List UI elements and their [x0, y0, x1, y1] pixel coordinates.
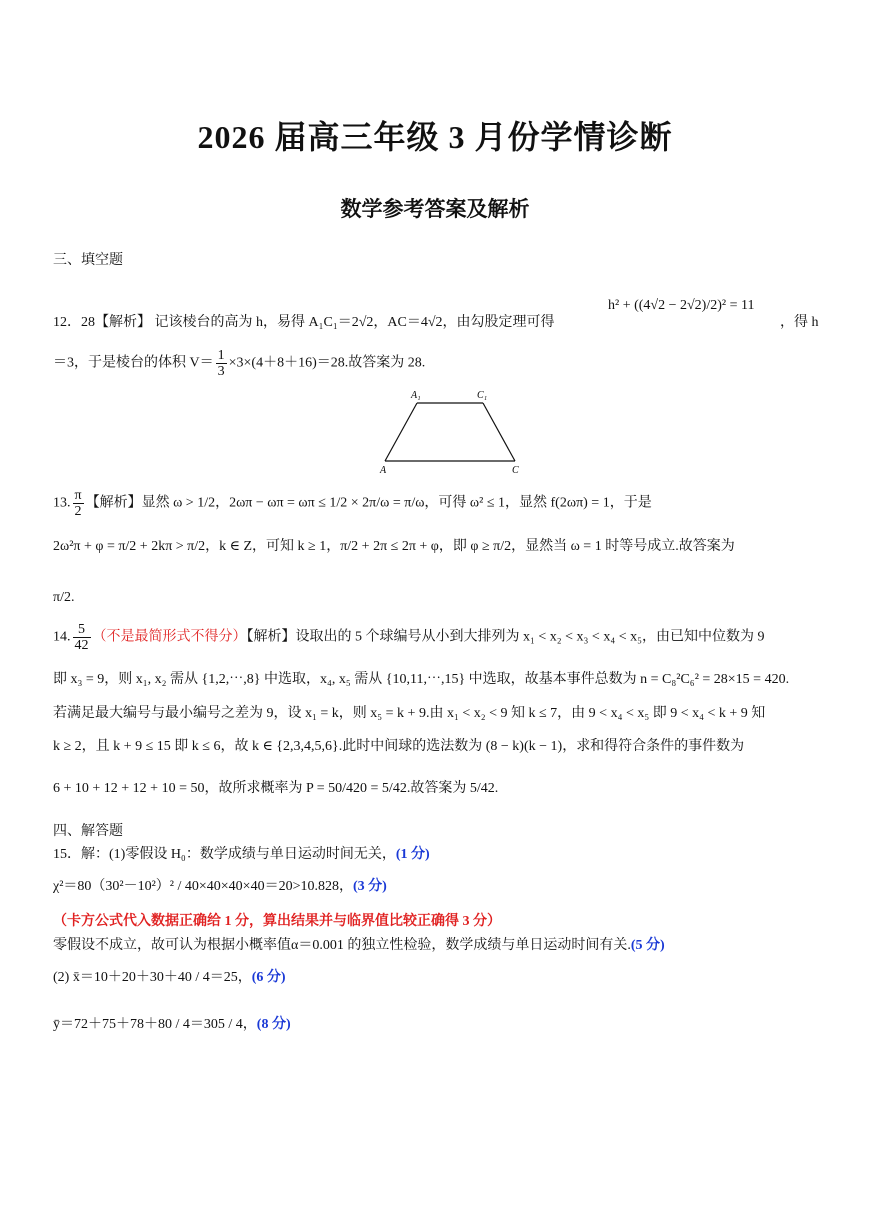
q14-line3: 若满足最大编号与最小编号之差为 9，设 x₁ = k，则 x₅ = k + 9.由 x₁ < x₂ < 9 知 k ≤ 7，由 9 < x₄ < x₅ 即 9 < x₄ < k + 9 知: [53, 706, 766, 721]
q15-score4: (6 分): [251, 970, 286, 985]
page-subtitle: 数学参考答案及解析: [340, 197, 530, 221]
q15-line1: 15．解：(1)零假设 H₀：数学成绩与单日运动时间无关，(1 分): [53, 847, 430, 862]
q15-line3: 零假设不成立，故可认为根据小概率值α＝0.001 的独立性检验，数学成绩与单日运动时间有关.(5 分): [53, 938, 665, 953]
q15-chi-line: χ²＝80（30²－10²）² / 40×40×40×40＝20>10.828，(3 分): [53, 879, 387, 894]
q15-score2: (3 分): [352, 879, 387, 894]
q15-score5: (8 分): [256, 1017, 291, 1032]
label-a1: A₁: [411, 390, 421, 401]
q14-line5: 6 + 10 + 12 + 12 + 10 = 50，故所求概率为 P = 50/420 = 5/42.故答案为 5/42.: [53, 781, 499, 796]
label-c: C: [512, 465, 519, 475]
trapezoid-figure: [375, 385, 535, 475]
q12-line2: ＝3，于是棱台的体积 V＝ $\frac{1}{3}$ ×3×(4＋8＋16)＝28.故答案为 28.: [53, 348, 426, 379]
q15-grading-note: （卡方公式代入数据正确给 1 分，算出结果并与临界值比较正确得 3 分）: [53, 914, 501, 929]
edge-c-c1: [483, 403, 515, 461]
q13-line1: 13. $\frac{\pi}{2}$ 【解析】显然 ω > 1/2，2ωπ − ωπ = ωπ ≤ 1/2 × 2π/ω = π/ω，可得 ω² ≤ 1，显然 f(2ωπ) = 1，于是: [53, 488, 652, 519]
q15-score3: (5 分): [630, 938, 665, 953]
page-title: 2026 届高三年级 3 月份学情诊断: [197, 119, 673, 155]
q14-answer-fraction: $\frac{5}{42}$: [74, 622, 89, 653]
q14-line4: k ≥ 2，且 k + 9 ≤ 15 即 k ≤ 6，故 k ∈ {2,3,4,5,6}.此时中间球的选法数为 (8 − k)(k − 1)，求和得符合条件的事件数为: [53, 739, 745, 754]
label-c1: C₁: [477, 390, 488, 401]
q15-xbar-line: (2) x̄＝10＋20＋30＋40 / 4＝25，(6 分): [53, 970, 286, 985]
section-fill-blank-heading: 三、填空题: [53, 253, 123, 268]
q12-text1: 记该棱台的高为 h，易得 A₁C₁＝2√2，AC＝4√2，由勾股定理可得: [154, 315, 555, 330]
section-solutions-heading: 四、解答题: [53, 824, 123, 839]
q13-line3: π/2.: [53, 590, 75, 605]
q12-line1: [53, 313, 555, 333]
q14-note: （不是最简形式不得分）: [92, 629, 247, 645]
q14-line2: 即 x₃ = 9，则 x₁, x₂ 需从 {1,2,⋯,8} 中选取，x₄, x₅ 需从 {10,11,⋯,15} 中选取，故基本事件总数为 n = C₈²C₆² = 28×15 = 420.: [53, 672, 790, 687]
q15-ybar-line: ȳ＝72＋75＋78＋80 / 4＝305 / 4，(8 分): [53, 1017, 291, 1032]
q12-fraction: $\frac{1}{3}$: [217, 348, 225, 379]
q14-line1: 14. $\frac{5}{42}$ （不是最简形式不得分）【解析】设取出的 5 个球编号从小到大排列为 x₁ < x₂ < x₃ < x₄ < x₅，由已知中位数为 9: [53, 622, 765, 653]
label-a: A: [380, 465, 387, 475]
q15-score1: (1 分): [395, 847, 430, 862]
edge-a-a1: [385, 403, 417, 461]
q12-number: 12．28【解析】: [53, 315, 151, 330]
q13-line2: 2ω²π + φ = π/2 + 2kπ > π/2，k ∈ Z，可知 k ≥ 1，π/2 + 2π ≤ 2π + φ，即 φ ≥ π/2，显然当 ω = 1 时等号成立.故答案为: [53, 539, 735, 554]
q13-answer-fraction: $\frac{\pi}{2}$: [74, 488, 82, 519]
q12-tail: ，得 h: [780, 315, 819, 330]
q12-formula: h² + ((4√2 − 2√2)/2)² = 11: [608, 298, 755, 313]
